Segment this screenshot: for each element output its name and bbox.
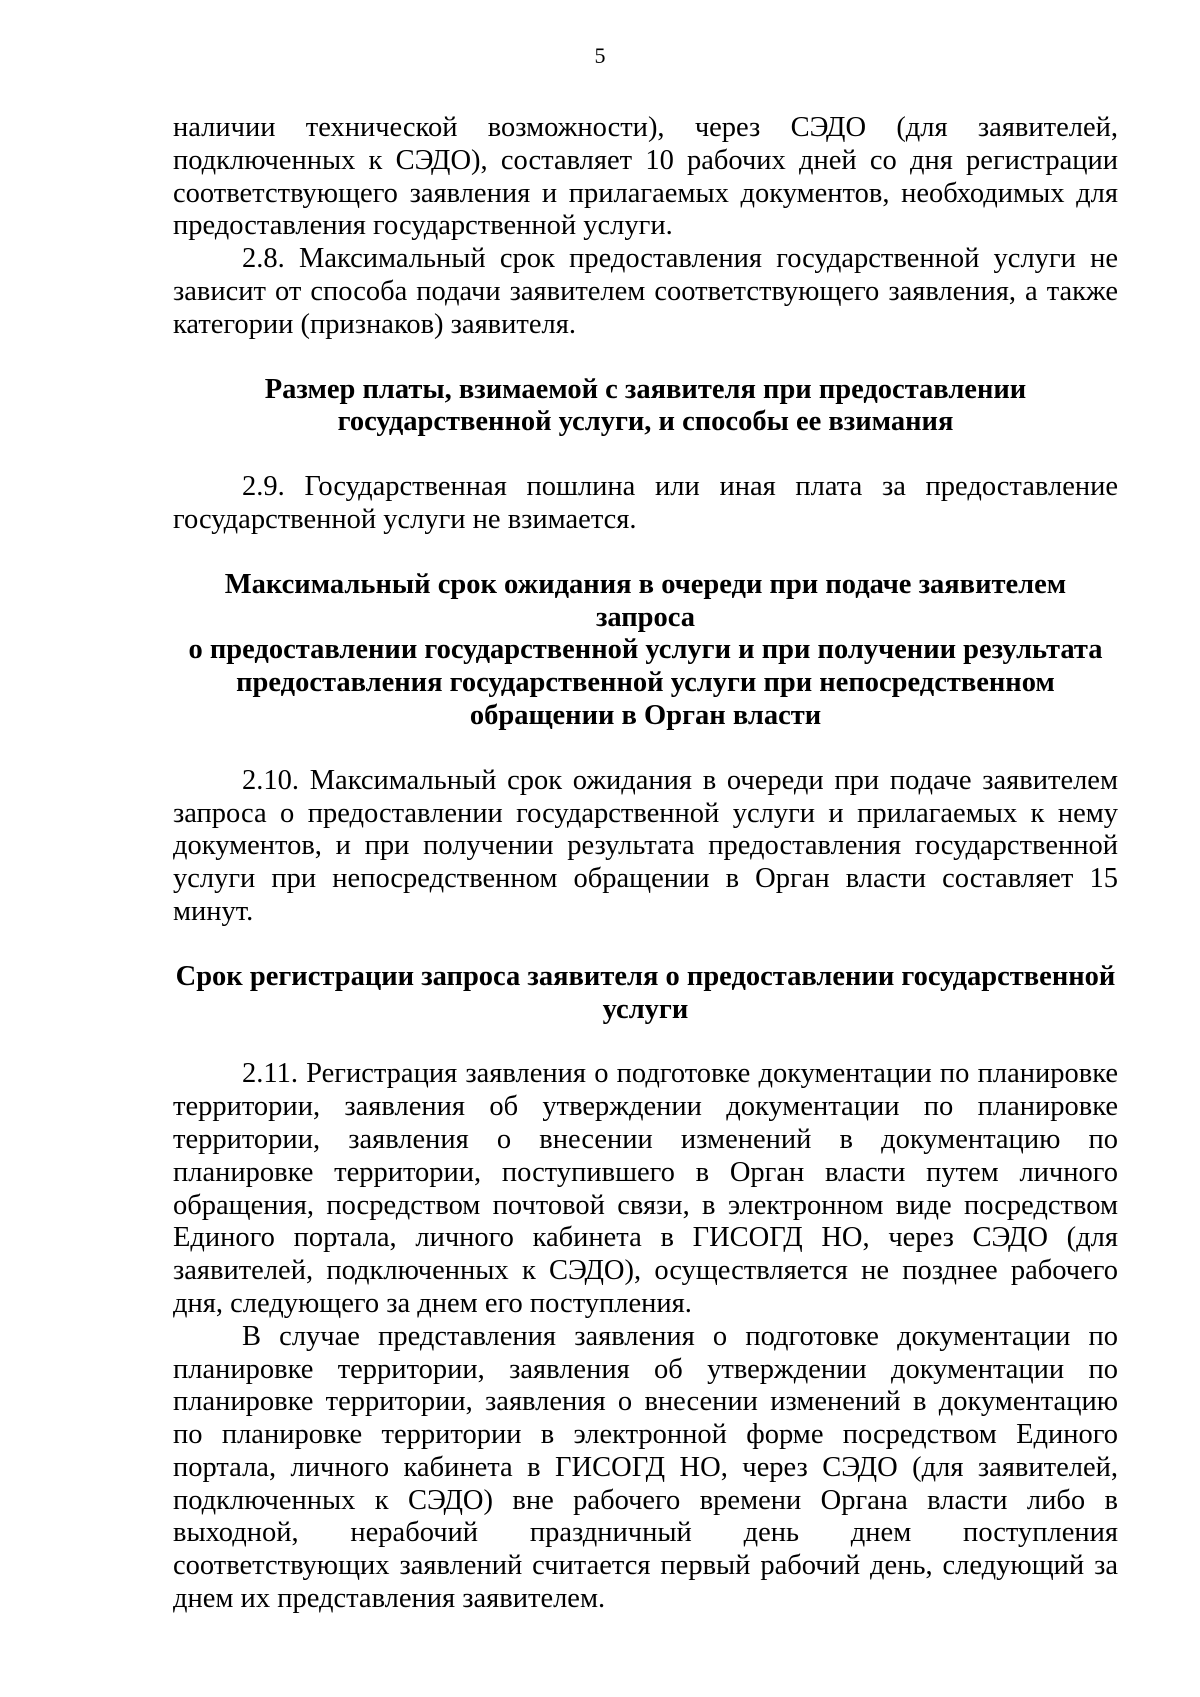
section-heading-registration	[173, 961, 1118, 1027]
paragraph-2-10: 2.10. Максимальный срок ожидания в очереди при подаче заявителем запроса о предоставлении государственной услуги и прилагаемых к нему документов, и при получении результата предоставления государственной услуги при непосредственном обращении в Орган власти составляет 15 минут.	[173, 764, 1118, 927]
paragraph-2-8: 2.8. Максимальный срок предоставления государственной услуги не зависит от способа подачи заявителем соответствующего заявления, а также категории (признаков) заявителя.	[173, 243, 1118, 340]
paragraph-electronic-submission: В случае представления заявления о подготовке документации по планировке территории, заявления об утверждении документации по планировке территории, заявления о внесении изменений в документацию по планировке территории в электронной форме посредством Единого портала, личного кабинета в ГИСОГД НО, через СЭДО (для заявителей, подключенных к СЭДО) вне рабочего времени Органа власти либо в выходной, нерабочий праздничный день днем поступления соответствующих заявлений считается первый рабочий день, следующий за днем их представления заявителем.	[173, 1320, 1118, 1615]
document-body	[173, 112, 1118, 1616]
heading-line: обращении в Орган власти	[469, 699, 822, 731]
heading-line: предоставления государственной услуги при непосредственном	[236, 667, 1055, 699]
heading-line: Срок регистрации запроса заявителя о предоставлении государственной	[175, 960, 1116, 992]
page-number: 5	[594, 43, 606, 68]
paragraph-continuation: наличии технической возможности), через СЭДО (для заявителей, подключенных к СЭДО), составляет 10 рабочих дней со дня регистрации соответствующего заявления и прилагаемых документов, необходимых для предоставления государственной услуги.	[173, 112, 1118, 242]
paragraph-2-11: 2.11. Регистрация заявления о подготовке документации по планировке территории, заявления об утверждении документации по планировке территории, заявления о внесении изменений в документацию по планировке территории, поступившего в Орган власти путем личного обращения, посредством почтовой связи, в электронном виде посредством Единого портала, личного кабинета в ГИСОГД НО, через СЭДО (для заявителей, подключенных к СЭДО), осуществляется не позднее рабочего дня, следующего за днем его поступления.	[173, 1058, 1118, 1319]
section-heading-fee	[173, 374, 1118, 440]
heading-line: Максимальный срок ожидания в очереди при подаче заявителем запроса	[224, 568, 1067, 633]
heading-line: о предоставлении государственной услуги и при получении результата	[188, 634, 1103, 666]
heading-line: услуги	[602, 993, 689, 1025]
section-heading-queue	[173, 569, 1118, 733]
paragraph-2-9: 2.9. Государственная пошлина или иная плата за предоставление государственной услуги не взимается.	[173, 471, 1118, 535]
heading-line: государственной услуги, и способы ее взимания	[337, 406, 954, 438]
heading-line: Размер платы, взимаемой с заявителя при предоставлении	[264, 373, 1027, 405]
